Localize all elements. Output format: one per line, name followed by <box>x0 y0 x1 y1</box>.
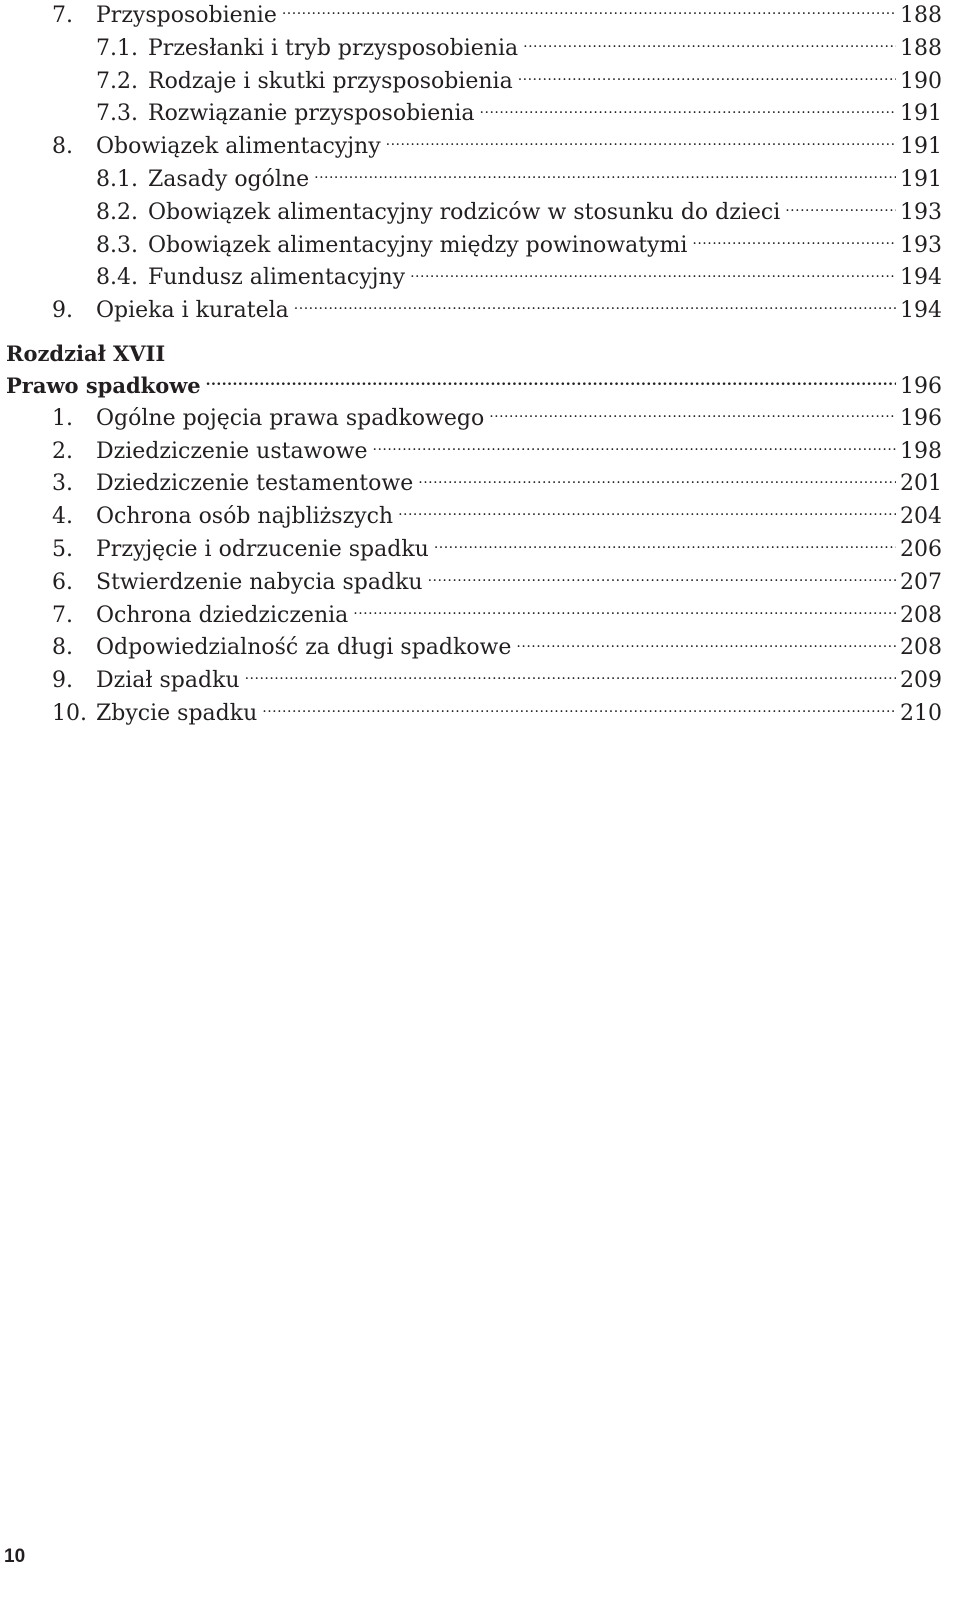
toc-entry-number: 10. <box>52 700 87 726</box>
toc-entry-page-number: 206 <box>900 536 942 562</box>
leader-dots <box>373 436 897 458</box>
leader-dots <box>262 698 896 720</box>
toc-entry[interactable] <box>6 501 942 534</box>
toc-entry-title: Ogólne pojęcia prawa spadkowego <box>96 405 485 431</box>
toc-entry-number: 5. <box>52 536 73 562</box>
toc-entry-number: 3. <box>52 471 73 497</box>
toc-entry-page-number: 193 <box>900 199 942 225</box>
toc-entry-page-number: 193 <box>900 232 942 258</box>
leader-dots <box>692 230 896 252</box>
leader-dots <box>206 372 896 393</box>
toc-entry-title: Przesłanki i tryb przysposobienia <box>148 35 519 61</box>
toc-entry-number: 2. <box>52 438 73 464</box>
toc-entry-number: 7. <box>52 602 73 628</box>
toc-entry-title: Rozwiązanie przysposobienia <box>148 101 475 127</box>
toc-entry-number: 1. <box>52 405 73 431</box>
toc-entry[interactable] <box>6 403 942 436</box>
toc-entry-title: Przyjęcie i odrzucenie spadku <box>96 536 429 562</box>
toc-entry[interactable] <box>6 0 942 33</box>
leader-dots <box>418 468 896 490</box>
toc-entry-number: 8. <box>52 134 73 160</box>
toc-entry[interactable] <box>6 468 942 501</box>
toc-entry[interactable] <box>6 534 942 567</box>
leader-dots <box>294 295 896 317</box>
toc-entry-number: 8.3. <box>96 232 138 258</box>
toc-entry-title: Zasady ogólne <box>148 166 310 192</box>
toc-entry[interactable] <box>6 436 942 469</box>
toc-entry[interactable] <box>6 33 942 66</box>
toc-entry-number: 8.4. <box>96 265 138 291</box>
toc-entry-page-number: 191 <box>900 134 942 160</box>
toc-entry-page-number: 208 <box>900 602 942 628</box>
leader-dots <box>410 262 896 284</box>
toc-entry-page-number: 201 <box>900 471 942 497</box>
toc-entry[interactable] <box>6 164 942 197</box>
toc-entry-title: Ochrona dziedziczenia <box>96 602 349 628</box>
toc-entry[interactable] <box>6 295 942 328</box>
toc-entry-page-number: 194 <box>900 265 942 291</box>
toc-entry[interactable] <box>6 66 942 99</box>
toc-entry[interactable] <box>6 698 942 731</box>
toc-entry[interactable] <box>6 98 942 131</box>
leader-dots <box>282 0 896 22</box>
toc-entry-title: Dział spadku <box>96 668 240 694</box>
leader-dots <box>480 98 896 120</box>
leader-dots <box>245 665 896 687</box>
toc-entry-page-number: 209 <box>900 668 942 694</box>
toc-entry-title: Fundusz alimentacyjny <box>148 265 406 291</box>
leader-dots <box>398 501 896 523</box>
toc-entry[interactable] <box>6 230 942 263</box>
toc-entry-page-number: 204 <box>900 504 942 530</box>
toc-entry-number: 7. <box>52 3 73 28</box>
page-folio: 10 <box>4 1546 26 1567</box>
toc-entry[interactable] <box>6 632 942 665</box>
chapter-title-row[interactable] <box>6 370 942 403</box>
chapter-page-number: 196 <box>900 373 942 399</box>
toc-entry-page-number: 208 <box>900 635 942 661</box>
toc-entry-title: Zbycie spadku <box>96 700 258 726</box>
leader-dots <box>518 66 896 88</box>
chapter-label: Rozdział XVII <box>6 340 166 366</box>
toc-section-chapter <box>6 403 942 731</box>
toc-entry-number: 8. <box>52 635 73 661</box>
toc-entry-title: Obowiązek alimentacyjny <box>96 134 381 160</box>
toc-entry-title: Ochrona osób najbliższych <box>96 504 394 530</box>
toc-entry-title: Przysposobienie <box>96 3 277 28</box>
toc-entry-page-number: 198 <box>900 438 942 464</box>
toc-entry-title: Obowiązek alimentacyjny między powinowatymi <box>148 232 688 258</box>
toc-entry[interactable] <box>6 197 942 230</box>
leader-dots <box>428 567 896 589</box>
toc-entry-page-number: 210 <box>900 700 942 726</box>
toc-entry[interactable] <box>6 131 942 164</box>
toc-entry-number: 7.1. <box>96 35 138 61</box>
toc-entry-title: Stwierdzenie nabycia spadku <box>96 569 423 595</box>
toc-entry-page-number: 188 <box>900 3 942 28</box>
toc-entry-number: 9. <box>52 298 73 324</box>
chapter-title: Prawo spadkowe <box>6 372 201 398</box>
leader-dots <box>386 131 896 153</box>
toc-entry-page-number: 191 <box>900 166 942 192</box>
toc-entry-title: Opieka i kuratela <box>96 298 289 324</box>
toc-entry-page-number: 207 <box>900 569 942 595</box>
toc-entry-title: Obowiązek alimentacyjny rodziców w stosunku do dzieci <box>148 199 781 225</box>
toc-entry-number: 8.1. <box>96 166 138 192</box>
leader-dots <box>353 600 896 622</box>
toc-entry-page-number: 190 <box>900 68 942 94</box>
toc-entry-page-number: 194 <box>900 298 942 324</box>
table-of-contents <box>6 0 942 731</box>
toc-entry-number: 6. <box>52 569 73 595</box>
leader-dots <box>489 403 896 425</box>
toc-entry-title: Odpowiedzialność za długi spadkowe <box>96 635 512 661</box>
toc-entry-number: 8.2. <box>96 199 138 225</box>
toc-entry-page-number: 191 <box>900 101 942 127</box>
toc-entry[interactable] <box>6 567 942 600</box>
toc-entry-title: Rodzaje i skutki przysposobienia <box>148 68 513 94</box>
toc-entry-number: 7.3. <box>96 101 138 127</box>
toc-entry[interactable] <box>6 262 942 295</box>
toc-entry-number: 4. <box>52 504 73 530</box>
leader-dots <box>314 164 896 186</box>
leader-dots <box>434 534 896 556</box>
toc-entry[interactable] <box>6 600 942 633</box>
toc-entry-title: Dziedziczenie ustawowe <box>96 438 368 464</box>
toc-entry-page-number: 188 <box>900 35 942 61</box>
leader-dots <box>785 197 896 219</box>
toc-entry[interactable] <box>6 665 942 698</box>
toc-entry-number: 7.2. <box>96 68 138 94</box>
leader-dots <box>516 632 896 654</box>
leader-dots <box>523 33 896 55</box>
toc-entry-title: Dziedziczenie testamentowe <box>96 471 414 497</box>
toc-entry-page-number: 196 <box>900 405 942 431</box>
toc-section-top <box>6 0 942 328</box>
toc-entry-number: 9. <box>52 668 73 694</box>
